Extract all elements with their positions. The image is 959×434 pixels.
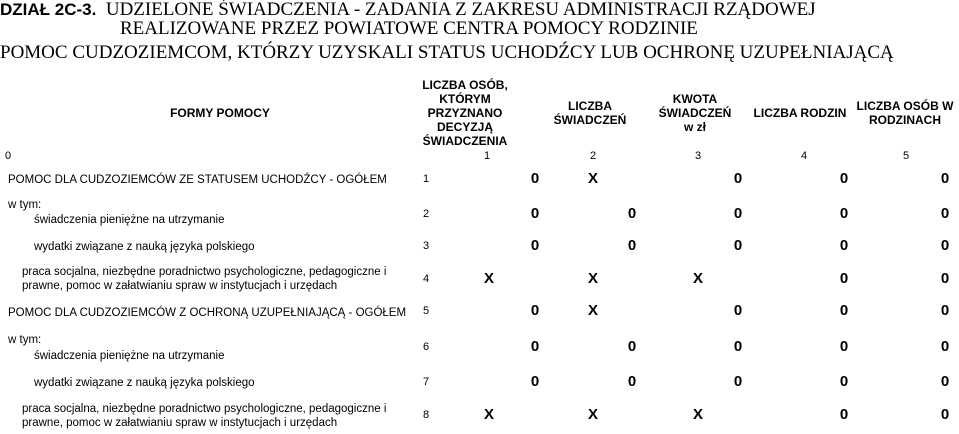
row-label-7: wydatki związane z nauką języka polskiego xyxy=(34,377,255,389)
cell-r1-c2: X xyxy=(587,170,598,187)
title-line-3: POMOC CUDZOZIEMCOM, KTÓRZY UZYSKALI STATUS UCHODŹCY LUB OCHRONĘ UZUPEŁNIAJĄCĄ xyxy=(0,42,894,63)
col-header-persons xyxy=(405,78,525,148)
cell-r4-c1: X xyxy=(483,270,494,287)
cell-r8-c2: X xyxy=(587,406,598,423)
col-header-benefits-l1: LICZBA xyxy=(568,99,612,113)
cell-r6-c3: 0 xyxy=(733,338,743,355)
cell-r3-c3: 0 xyxy=(733,237,743,254)
row-label-2: świadczenia pieniężne na utrzymanie xyxy=(34,214,225,226)
row-number-7: 7 xyxy=(422,376,430,388)
col-number-1: 1 xyxy=(483,150,491,162)
cell-r6-c2: 0 xyxy=(627,338,637,355)
cell-r7-c4: 0 xyxy=(839,373,849,390)
col-header-persons-families xyxy=(845,99,959,127)
cell-r6-c4: 0 xyxy=(839,338,849,355)
cell-r7-c5: 0 xyxy=(940,373,950,390)
cell-r3-c4: 0 xyxy=(839,237,849,254)
cell-r3-c5: 0 xyxy=(940,237,950,254)
cell-r2-c5: 0 xyxy=(940,205,950,222)
col-header-persons-l1: LICZBA OSÓB, xyxy=(422,78,508,92)
cell-r2-c4: 0 xyxy=(839,205,849,222)
col-header-amount-l3: w zł xyxy=(683,120,706,134)
row-number-1: 1 xyxy=(422,173,430,185)
title-text-1: UDZIELONE ŚWIADCZENIA - ZADANIA Z ZAKRESU ADMINISTRACJI RZĄDOWEJ xyxy=(105,0,816,20)
cell-r7-c1: 0 xyxy=(530,373,540,390)
title-line-1 xyxy=(0,0,816,20)
row-label-4b: prawne, pomoc w załatwianiu spraw w instytucjach i urzędach xyxy=(22,280,338,292)
cell-r8-c5: 0 xyxy=(940,406,950,423)
cell-r5-c2: X xyxy=(587,302,598,319)
cell-r1-c5: 0 xyxy=(940,170,950,187)
col-header-benefits xyxy=(535,99,645,127)
col-number-3: 3 xyxy=(694,150,702,162)
cell-r2-c2: 0 xyxy=(627,205,637,222)
section-number: DZIAŁ 2C-3. xyxy=(0,0,97,19)
col-header-pf-l1: LICZBA OSÓB W xyxy=(856,99,954,113)
cell-r5-c5: 0 xyxy=(940,302,950,319)
cell-r6-c1: 0 xyxy=(530,338,540,355)
cell-r2-c1: 0 xyxy=(530,205,540,222)
cell-r8-c1: X xyxy=(483,406,494,423)
col-header-families: LICZBA RODZIN xyxy=(753,106,847,120)
col-header-persons-l2: KTÓRYM xyxy=(439,92,491,106)
cell-r2-c3: 0 xyxy=(733,205,743,222)
col-header-persons-l4: DECYZJĄ xyxy=(436,120,493,134)
col-header-amount-l2: ŚWIADCZEŃ xyxy=(658,106,732,120)
cell-r3-c2: 0 xyxy=(627,237,637,254)
cell-r1-c1: 0 xyxy=(530,170,540,187)
row-label-1: POMOC DLA CUDZOZIEMCÓW ZE STATUSEM UCHODŹCY - OGÓŁEM xyxy=(8,174,387,186)
cell-r5-c3: 0 xyxy=(733,302,743,319)
cell-r4-c3: X xyxy=(692,270,703,287)
row-label-8b: prawne, pomoc w załatwianiu spraw w instytucjach i urzędach xyxy=(22,417,338,429)
cell-r1-c3: 0 xyxy=(733,170,743,187)
row-number-2: 2 xyxy=(422,208,430,220)
cell-r7-c2: 0 xyxy=(627,373,637,390)
row-number-5: 5 xyxy=(422,305,430,317)
cell-r1-c4: 0 xyxy=(839,170,849,187)
row-label-4: praca socjalna, niezbędne poradnictwo psychologiczne, pedagogiczne i xyxy=(22,266,387,278)
cell-r4-c5: 0 xyxy=(940,270,950,287)
col-number-0: 0 xyxy=(4,150,12,162)
col-number-5: 5 xyxy=(902,150,910,162)
title-line-2: REALIZOWANE PRZEZ POWIATOWE CENTRA POMOCY RODZINIE xyxy=(120,18,698,39)
cell-r4-c2: X xyxy=(587,270,598,287)
col-header-persons-l3: PRZYZNANO xyxy=(427,106,503,120)
cell-r8-c3: X xyxy=(692,406,703,423)
cell-r8-c4: 0 xyxy=(839,406,849,423)
row-prefix-6: w tym: xyxy=(8,334,42,346)
cell-r3-c1: 0 xyxy=(530,237,540,254)
col-header-benefits-l2: ŚWIADCZEŃ xyxy=(553,113,627,127)
cell-r7-c3: 0 xyxy=(733,373,743,390)
row-label-8: praca socjalna, niezbędne poradnictwo psychologiczne, pedagogiczne i xyxy=(22,403,387,415)
cell-r6-c5: 0 xyxy=(940,338,950,355)
col-number-2: 2 xyxy=(589,150,597,162)
col-header-amount xyxy=(640,92,750,134)
cell-r4-c4: 0 xyxy=(839,270,849,287)
row-prefix-2: w tym: xyxy=(8,199,42,211)
col-header-forms: FORMY POMOCY xyxy=(170,106,270,120)
col-header-amount-l1: KWOTA xyxy=(672,92,718,106)
row-label-6: świadczenia pieniężne na utrzymanie xyxy=(34,350,225,362)
col-header-persons-l5: ŚWIADCZENIA xyxy=(422,134,508,148)
cell-r5-c4: 0 xyxy=(839,302,849,319)
col-number-4: 4 xyxy=(800,150,808,162)
row-number-4: 4 xyxy=(422,273,430,285)
row-number-6: 6 xyxy=(422,341,430,353)
col-header-pf-l2: RODZINACH xyxy=(869,113,941,127)
row-number-8: 8 xyxy=(422,409,430,421)
row-label-5: POMOC DLA CUDZOZIEMCÓW Z OCHRONĄ UZUPEŁNIAJĄCĄ - OGÓŁEM xyxy=(8,307,407,319)
cell-r5-c1: 0 xyxy=(530,302,540,319)
row-label-3: wydatki związane z nauką języka polskiego xyxy=(34,241,255,253)
row-number-3: 3 xyxy=(422,240,430,252)
